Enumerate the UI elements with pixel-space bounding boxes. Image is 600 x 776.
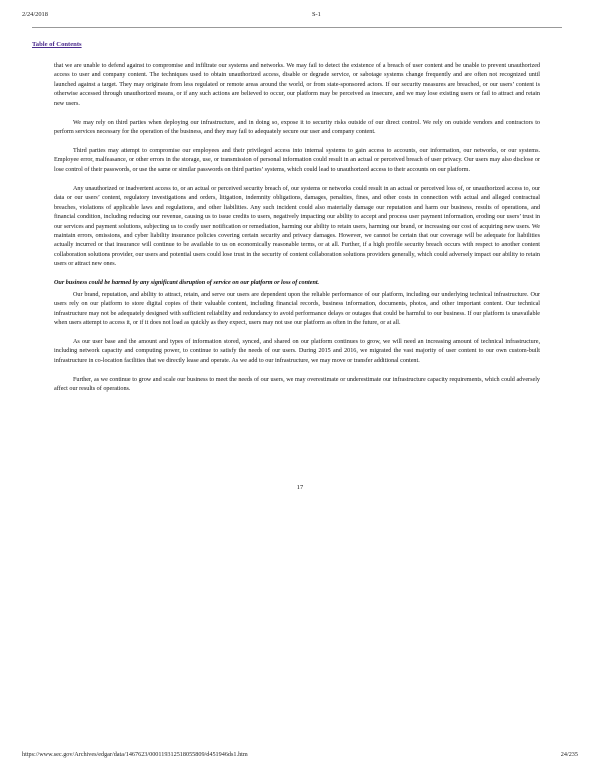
page-count: 24/235: [560, 751, 578, 758]
source-url: https://www.sec.gov/Archives/edgar/data/1467623/000119312518055809/d451946ds1.htm: [22, 751, 248, 758]
paragraph-infrastructure-growth: As our user base and the amount and types of information stored, synced, and shared on our platform continues to grow, we will need an increasing amount of technical infrastructure, including network capacity and computing power, to continue to satisfy the needs of our users. During 2015 and 2016, we migrated the vast majority of user content to our own custom-built infrastructure in co-location facilities that we directly lease and operate. As we add to our infrastructure, we may move or transfer additional content.: [54, 338, 540, 364]
paragraph-platform-reliability: Our brand, reputation, and ability to attract, retain, and serve our users are dependent upon the reliable performance of our platform, including our underlying technical infrastructure. Our users rely on our platform to store digital copies of their valuable content, including financial records, business information, documents, photos, and other important content. Our technical infrastructure may not be adequately designed with sufficient reliability and redundancy to avoid performance delays or outages that could be harmful to our business. If our platform is unavailable when users attempt to access it, or if it does not load as quickly as they expect, users may not use our platform as often in the future, or at all.: [54, 291, 540, 326]
document-title: S-1: [312, 11, 321, 18]
paragraph-security-breach-continuation: that we are unable to defend against to compromise and infiltrate our systems and networks. We may fail to detect the existence of a breach of user content and be unable to prevent unauthorized access to user and company content. The techniques used to obtain unauthorized access, disable or degrade service, or sabotage systems change frequently and are often not recognized until launched against a target. They may originate from less regulated or remote areas around the world, or from state-sponsored actors. If our security measures are breached, or our users’ content is otherwise accessed through unauthorized means, or if any such actions are believed to occur, our platform may be perceived as insecure, and we may lose existing users or fail to attract and retain new users.: [54, 63, 540, 107]
table-of-contents-link[interactable]: Table of Contents: [32, 41, 82, 48]
section-heading-service-disruption: Our business could be harmed by any significant disruption of service on our platform or loss of content.: [54, 280, 320, 287]
page-number: 17: [296, 484, 304, 491]
print-date: 2/24/2018: [22, 11, 48, 18]
paragraph-unauthorized-access-consequences: Any unauthorized or inadvertent access to, or an actual or perceived security breach of, our systems or networks could result in an actual or perceived loss of, or unauthorized access to, our data or our users’ content, regulatory investigations and orders, litigation, indemnity obligations, damages, penalties, fines, and other costs in connection with actual and alleged contractual breaches, violations of applicable laws and regulations, and other liabilities. Any such incident could also materially damage our reputation and harm our business, results of operations, and financial condition, including reducing our revenue, causing us to issue credits to users, negatively impacting our ability to accept and process user payment information, eroding our users’ trust in our services and payment solutions, subjecting us to costly user notification or remediation, harming our ability to retain users, harming our brand, or increasing our cost of acquiring new users. We maintain errors, omissions, and cyber liability insurance policies covering certain security and privacy damages. However, we cannot be certain that our coverage will be adequate for liabilities actually incurred or that insurance will continue to be available to us on economically reasonable terms, or at all. Further, if a high profile security breach occurs with respect to another content collaboration solutions provider, our users and potential users could lose trust in the security of content collaboration solutions providers generally, which could adversely impact our ability to retain users or attract new ones.: [54, 185, 540, 268]
paragraph-employee-compromise: Third parties may attempt to compromise our employees and their privileged access into internal systems to gain access to accounts, our information, our networks, or our systems. Employee error, malfeasance, or other errors in the storage, use, or transmission of personal information could result in an actual or perceived breach of user privacy. Our users may also disclose or lose control of their passwords, or use the same or similar passwords on third parties’ systems, which could lead to unauthorized access to their accounts on our platform.: [54, 147, 540, 173]
paragraph-third-party-infrastructure: We may rely on third parties when deploying our infrastructure, and in doing so, expose it to security risks outside of our direct control. We rely on outside vendors and contractors to perform services necessary for the operation of the business, and they may fail to adequately secure our user and company content.: [54, 119, 540, 136]
header-divider: [32, 27, 562, 28]
paragraph-capacity-estimation: Further, as we continue to grow and scale our business to meet the needs of our users, we may overestimate or underestimate our infrastructure capacity requirements, which could adversely affect our results of operations.: [54, 376, 540, 393]
document-body: [54, 62, 540, 404]
